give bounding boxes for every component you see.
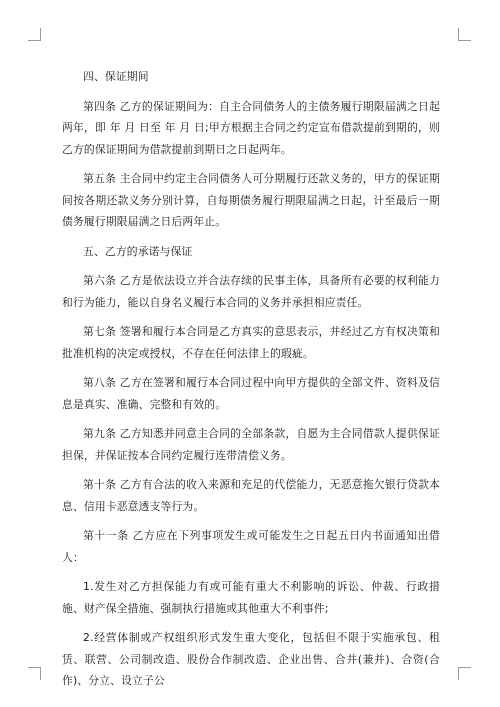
list-item-2: 2.经营体制或产权组织形式发生重大变化，包括但不限于实施承包、租赁、联营、公司制改造、股份合作制改造、企业出售、合并(兼并)、合资(合作)、分立、设立子公 [62,631,440,687]
list-item-1: 1.发生对乙方担保能力有或可能有重大不利影响的诉讼、仲裁、行政措施、财产保全措施、强制执行措施或其他重大不利事件; [62,580,440,615]
section-heading-commitments: 五、乙方的承诺与保证 [83,244,193,258]
crop-mark-bottom-left [28,667,41,680]
article-10: 第十条 乙方有合法的收入来源和充足的代偿能力，无恶意拖欠银行贷款本息、信用卡恶意透支等行为。 [62,478,440,513]
crop-mark-top-left [28,28,41,41]
article-8: 第八条 乙方在签署和履行本合同过程中向甲方提供的全部文件、资料及信息是真实、准确、完整和有效的。 [62,376,440,411]
article-6: 第六条 乙方是依法设立并合法存续的民事主体，具备所有必要的权利能力和行为能力，能以自身名义履行本合同的义务并承担相应责任。 [62,274,440,309]
article-4: 第四条 乙方的保证期间为：自主合同债务人的主债务履行期限届满之日起两年，即 年 月 日至 年 月 日;甲方根据主合同之约定宣布借款提前到期的，则乙方的保证期间为借款提前到期日之日起两年。 [62,99,440,156]
article-7: 第七条 签署和履行本合同是乙方真实的意思表示，并经过乙方有权决策和批准机构的决定或授权，不存在任何法律上的瑕疵。 [62,325,440,360]
section-heading-guarantee-period: 四、保证期间 [83,70,149,83]
crop-mark-top-right [458,28,471,41]
article-5: 第五条 主合同中约定主合同债务人可分期履行还款义务的，甲方的保证期间按各期还款义务分别计算，自每期债务履行期限届满之日起，计至最后一期债务履行期限届满之日后两年止。 [62,172,440,228]
document-body [62,66,440,692]
crop-mark-bottom-right [458,667,471,680]
article-9: 第九条 乙方知悉并同意主合同的全部条款，自愿为主合同借款人提供保证担保，并保证按本合同约定履行连带清偿义务。 [62,427,440,462]
article-11: 第十一条 乙方应在下列事项发生或可能发生之日起五日内书面通知出借人： [62,529,440,564]
